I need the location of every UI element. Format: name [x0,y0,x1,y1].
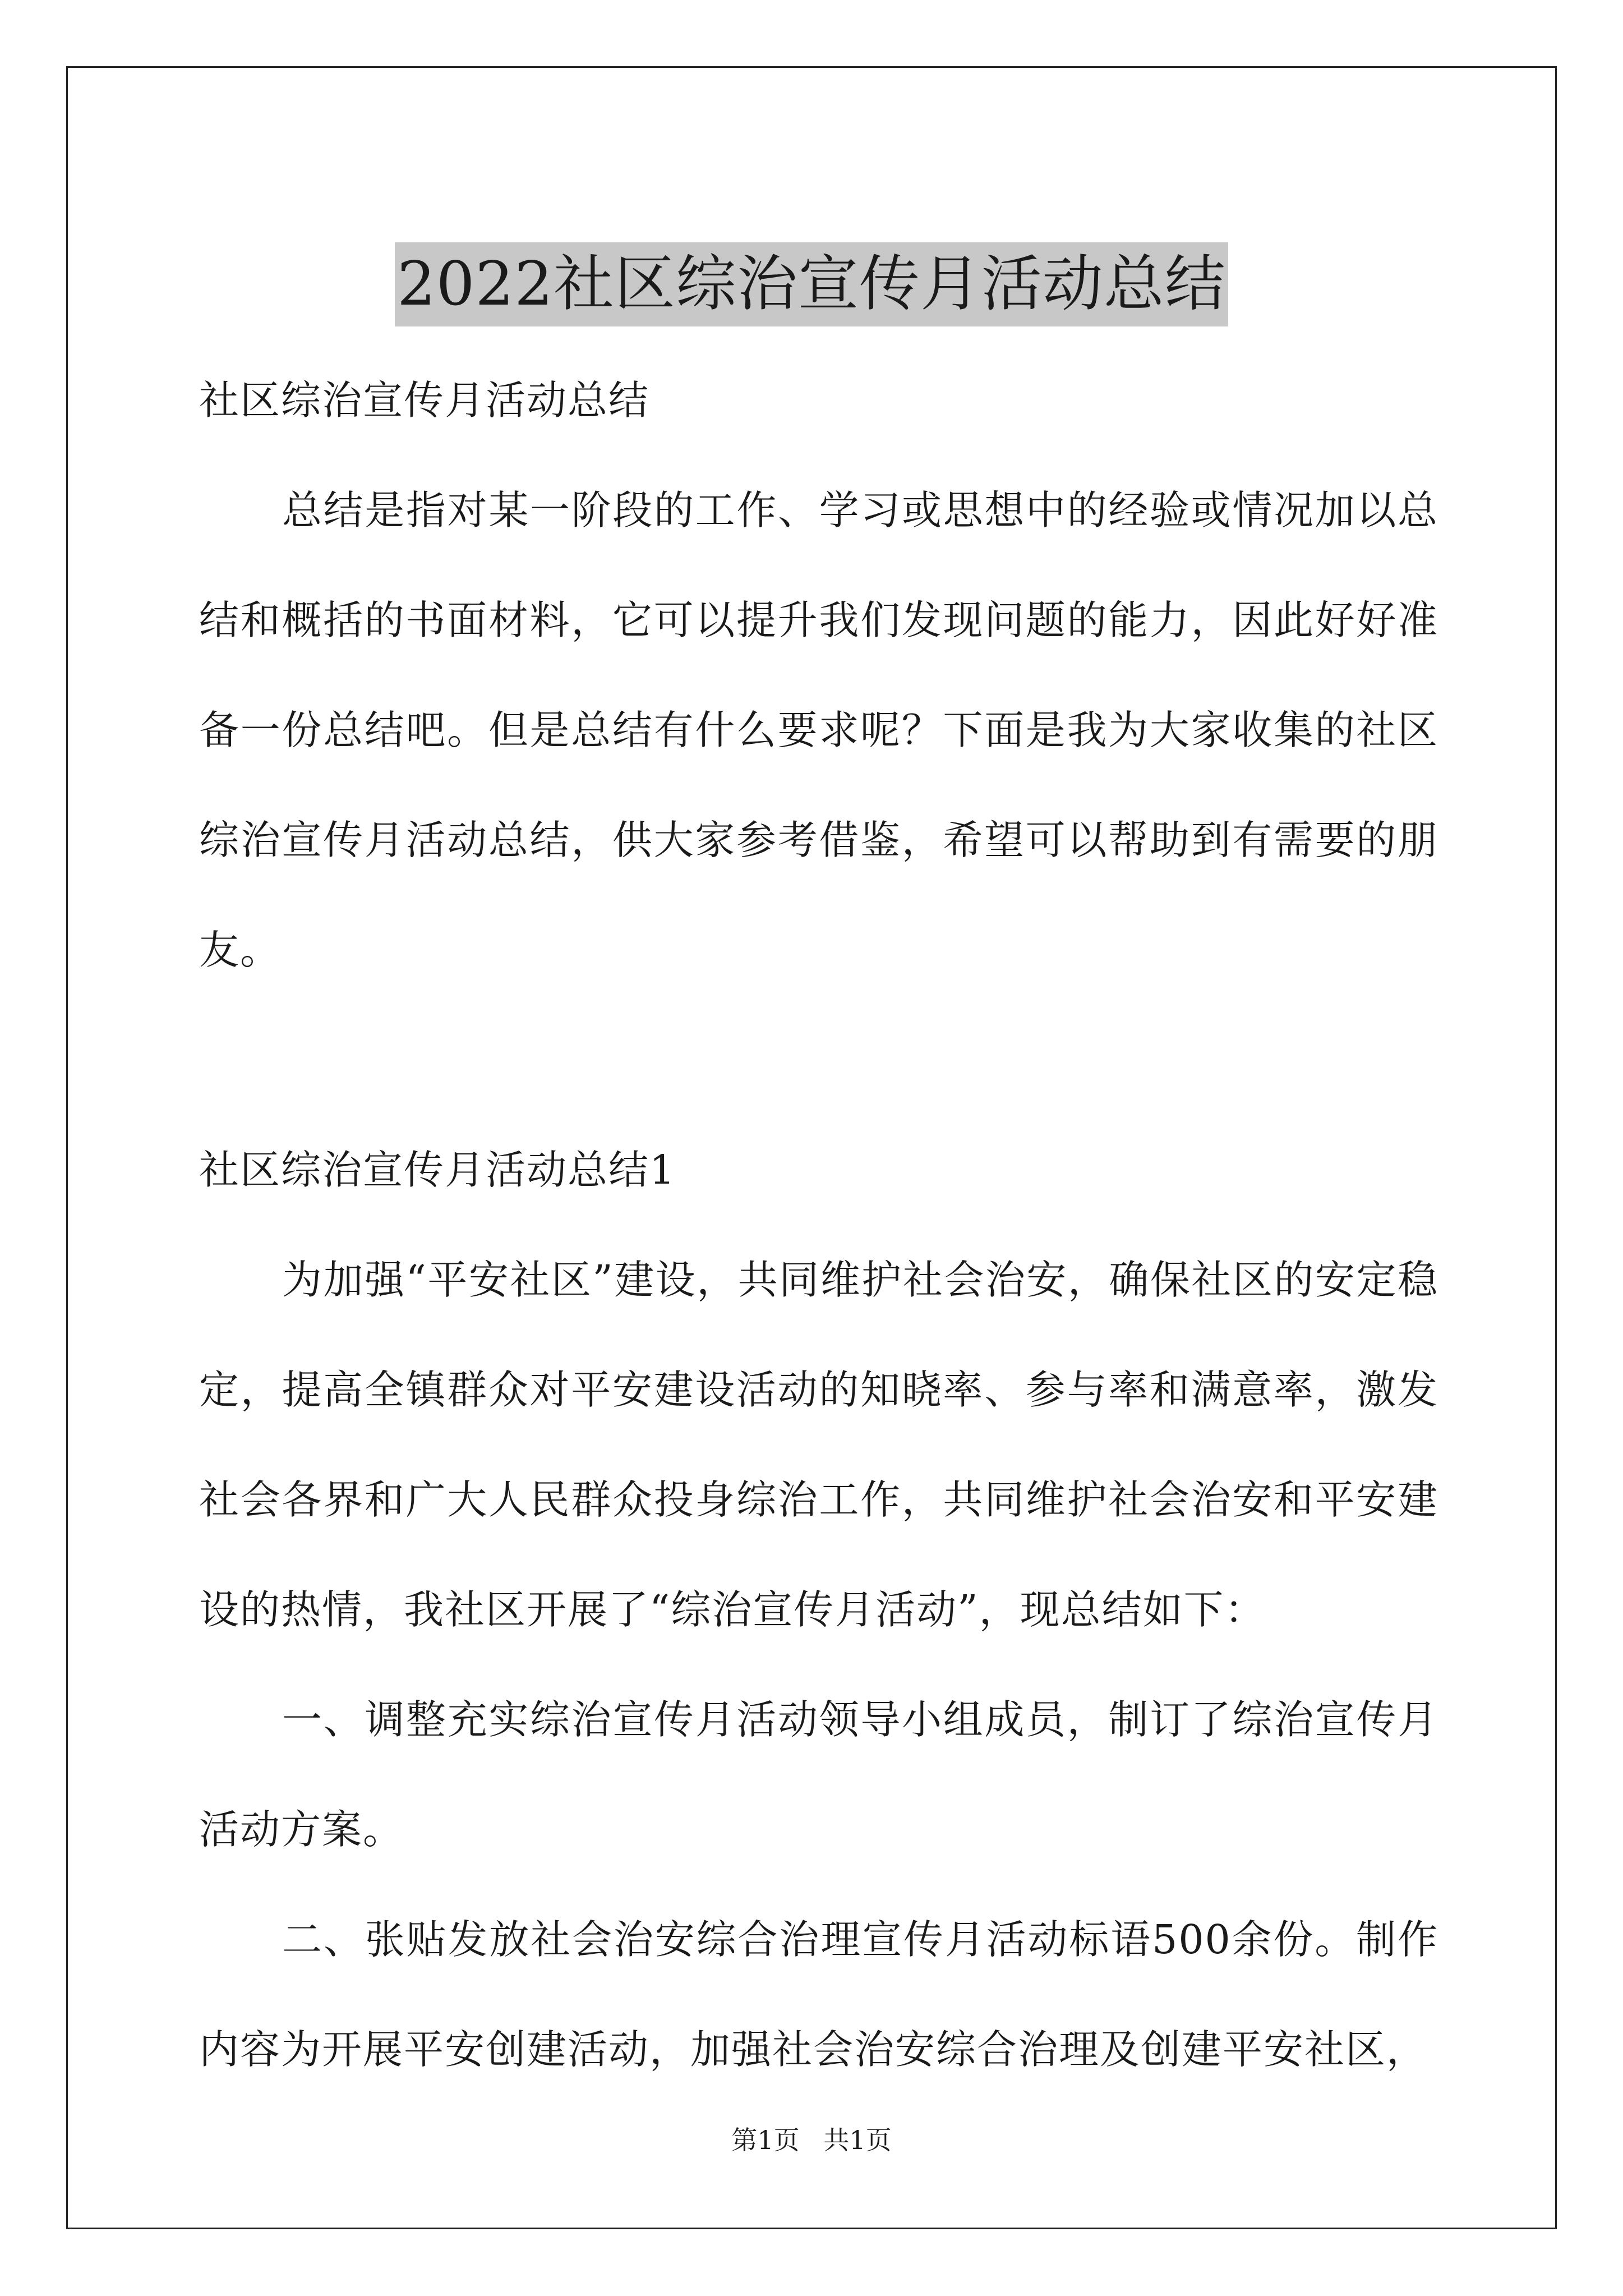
body-paragraph: 为加强“平安社区”建设，共同维护社会治安，确保社区的安定稳定，提高全镇群众对平安建设活动的知晓率、参与率和满意率，激发社会各界和广大人民群众投身综治工作，共同维护社会治安和平安建设的热情，我社区开展了“综治宣传月活动”，现总结如下： [199,1257,1438,1633]
section-heading: 社区综治宣传月活动总结1 [199,1147,676,1193]
page-total: 共1页 [823,2125,892,2155]
body-paragraph: 一、调整充实综治宣传月活动领导小组成员，制订了综治宣传月活动方案。 [199,1696,1438,1853]
title-wrap [0,202,1623,367]
document-title: 2022社区综治宣传月活动总结 [395,242,1228,326]
section-heading: 社区综治宣传月活动总结 [199,377,650,424]
body-paragraph: 总结是指对某一阶段的工作、学习或思想中的经验或情况加以总结和概括的书面材料，它可以提升我们发现问题的能力，因此好好准备一份总结吧。但是总结有什么要求呢？下面是我为大家收集的社区综治宣传月活动总结，供大家参考借鉴，希望可以帮助到有需要的朋友。 [199,487,1438,973]
document-body [199,346,1438,2105]
body-paragraph: 二、张贴发放社会治安综合治理宣传月活动标语500余份。制作内容为开展平安创建活动，加强社会治安综合治理及创建平安社区， [199,1916,1438,2073]
page-footer [0,2123,1623,2157]
page-number: 第1页 [731,2125,800,2155]
